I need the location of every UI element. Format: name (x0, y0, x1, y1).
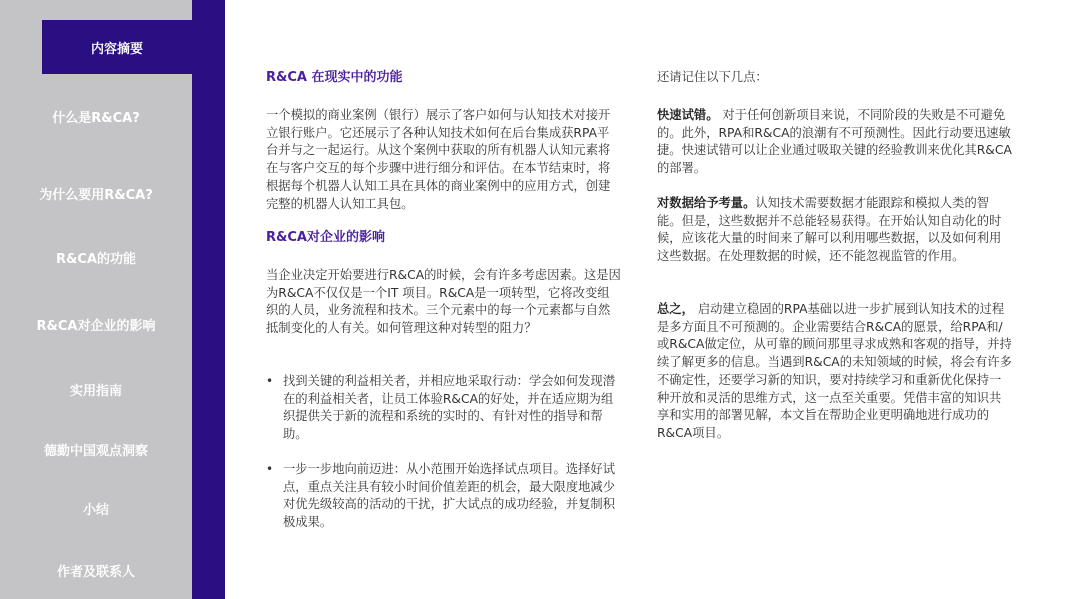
nav-item-what-is-rca[interactable]: 什么是R&CA? (52, 111, 140, 126)
bullet-text: 找到关键的利益相关者，并相应地采取行动：学会如何发现潜在的利益相关者，让员工体验R&CA的好处，并在适应期为组织提供关于新的流程和系统的实时的、有针对性的指导和帮助。 (283, 374, 616, 442)
bullet-icon: • (266, 374, 274, 388)
nav-item-authors[interactable]: 作者及联系人 (56, 565, 135, 580)
nav-item-why-rca[interactable]: 为什么要用R&CA? (39, 188, 153, 203)
accent-bar (192, 0, 225, 599)
lead-conclusion: 总之， (657, 302, 694, 316)
lead-fast-trial: 快速试错。 (657, 108, 719, 122)
sidebar (0, 0, 192, 599)
paragraph-fast-trial (657, 107, 1012, 178)
paragraph-conclusion (657, 301, 1012, 443)
paragraph-data (657, 195, 1012, 266)
lead-data: 对数据给予考量。 (657, 196, 756, 210)
nav-item-rca-impact[interactable]: R&CA对企业的影响 (36, 319, 156, 334)
heading-rca-impact: R&CA对企业的影响 (266, 230, 385, 245)
nav-item-deloitte-insights[interactable]: 德勤中国观点洞察 (43, 444, 148, 459)
nav-item-summary-end[interactable]: 小结 (82, 503, 109, 518)
bullet-text: 一步一步地向前迈进：从小范围开始选择试点项目。选择好试点，重点关注具有较小时间价值差距的机会，最大限度地减少对优先级较高的活动的干扰，扩大试点的成功经验，并复制积极成果。 (283, 462, 616, 530)
heading-rca-real-world: R&CA 在现实中的功能 (266, 70, 403, 85)
body-conclusion: 启动建立稳固的RPA基础以进一步扩展到认知技术的过程是多方面且不可预测的。企业需要结合R&CA的愿景，给RPA和/或R&CA做定位，从可靠的顾问那里寻求成熟和客观的指导，并持续了解更多的信息。当遇到R&CA的未知领域的时候，将会有许多不确定性，还要学习新的知识，要对持续学习和重新优化保持一种开放和灵活的思维方式，这一点至关重要。凭借丰富的知识共享和实用的部署见解，本文旨在帮助企业更明确地进行成功的R&CA项目。 (657, 302, 1012, 440)
intro-text: 还请记住以下几点： (657, 70, 768, 84)
body-data: 认知技术需要数据才能跟踪和模拟人类的智能。但是，这些数据并不总能轻易获得。在开始认知自动化的时候，应该花大量的时间来了解可以利用哪些数据，以及如何利用这些数据。在处理数据的时候，还不能忽视监管的作用。 (657, 196, 1002, 264)
nav-item-rca-function[interactable]: R&CA的功能 (56, 252, 136, 267)
body-fast-trial: 对于任何创新项目来说，不同阶段的失败是不可避免的。此外，RPA和R&CA的浪潮有不可预测性。因此行动要迅速敏捷。快速试错可以让企业通过吸取关键的经验教训来优化其R&CA的部署。 (657, 108, 1012, 176)
paragraph-case: 一个模拟的商业案例（银行）展示了客户如何与认知技术对接开立银行账户。它还展示了各种认知技术如何在后台集成获RPA平台并与之一起运行。从这个案例中获取的所有机器人认知元素将在与客户交互的每个步骤中进行细分和评估。在本节结束时，将根据每个机器人认知工具在具体的商业案例中的应用方式，创建完整的机器人认知工具包。 (266, 108, 611, 211)
bullet-icon: • (266, 462, 274, 476)
nav-item-summary-active[interactable]: 内容摘要 (42, 20, 192, 74)
paragraph-impact: 当企业决定开始要进行R&CA的时候，会有许多考虑因素。这是因为R&CA不仅仅是一个IT 项目。R&CA是一项转型，它将改变组织的人员，业务流程和技术。三个元素中的每一个元素都与自然抵制变化的人有关。如何管理这种对转型的阻力？ (266, 268, 621, 336)
nav-item-practical-guide[interactable]: 实用指南 (69, 384, 122, 399)
